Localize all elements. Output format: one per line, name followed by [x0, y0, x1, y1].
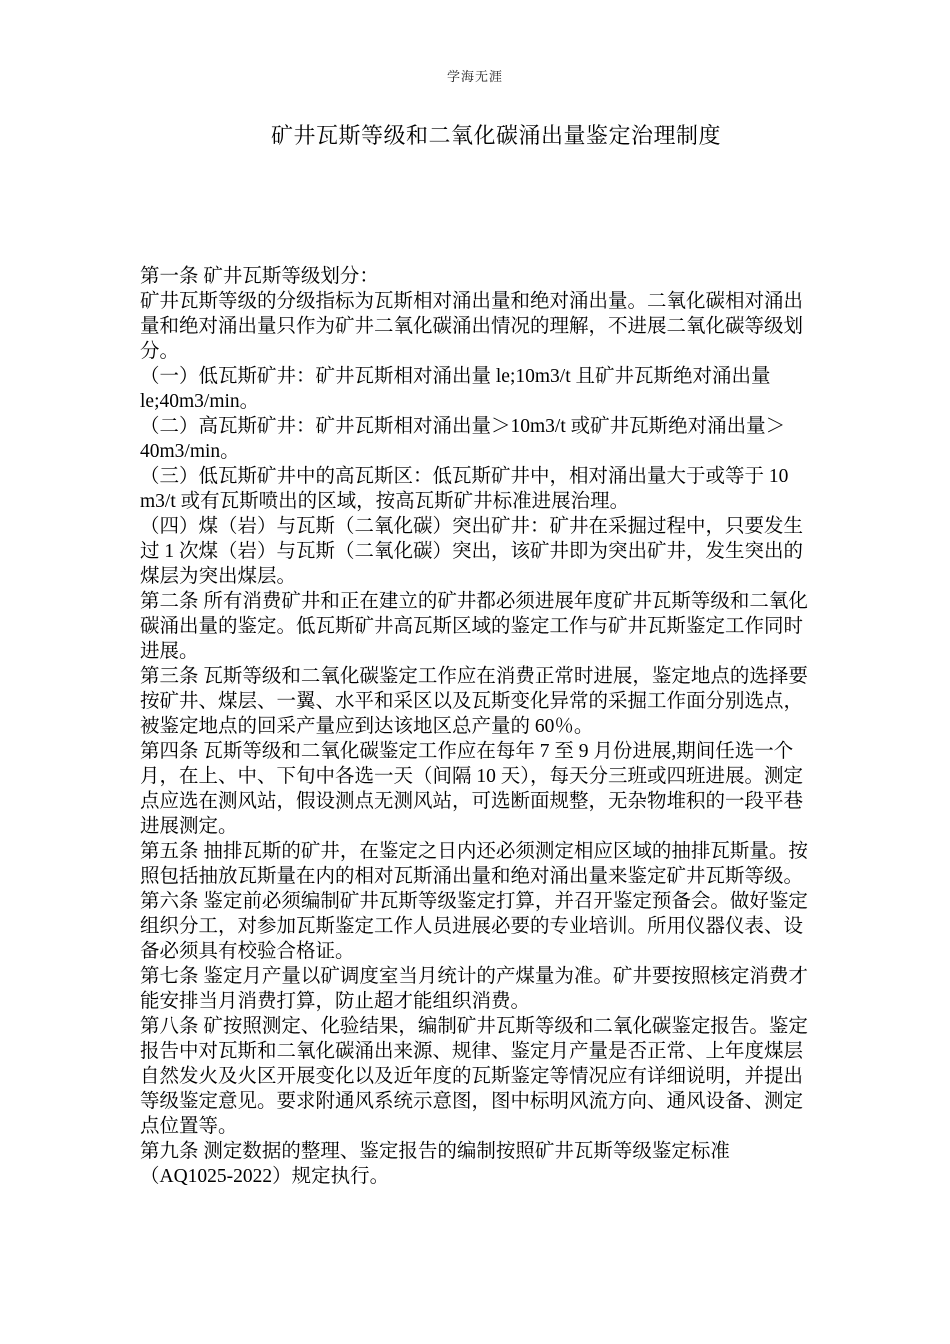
paragraph: 第六条 鉴定前必须编制矿井瓦斯等级鉴定打算，并召开鉴定预备会。做好鉴定组织分工，对参加瓦斯鉴定工作人员进展必要的专业培训。所用仪器仪表、设备必须具有校验合格证。	[140, 891, 808, 962]
document-body	[140, 264, 808, 1189]
paragraph: 第八条 矿按照测定、化验结果，编制矿井瓦斯等级和二氧化碳鉴定报告。鉴定报告中对瓦斯和二氧化碳涌出来源、规律、鉴定月产量是否正常、上年度煤层自然发火及火区开展变化以及近年度的瓦斯鉴定等情况应有详细说明，并提出等级鉴定意见。要求附通风系统示意图，图中标明风流方向、通风设备、测定点位置等。	[140, 1016, 808, 1137]
paragraph: 第二条 所有消费矿井和正在建立的矿井都必须进展年度矿井瓦斯等级和二氧化碳涌出量的鉴定。低瓦斯矿井高瓦斯区域的鉴定工作与矿井瓦斯鉴定工作同时进展。	[140, 591, 808, 662]
paragraph: 第一条 矿井瓦斯等级划分：	[140, 266, 379, 287]
paragraph: （二）高瓦斯矿井：矿井瓦斯相对涌出量＞10m3/t 或矿井瓦斯绝对涌出量＞40m3/min。	[140, 416, 786, 462]
paragraph: 第三条 瓦斯等级和二氧化碳鉴定工作应在消费正常时进展，鉴定地点的选择要按矿井、煤层、一翼、水平和采区以及瓦斯变化异常的采掘工作面分别选点，被鉴定地点的回采产量应到达该地区总产量的 60％。	[140, 666, 808, 737]
document-title: 矿井瓦斯等级和二氧化碳涌出量鉴定治理制度	[270, 123, 721, 148]
paragraph: （四）煤（岩）与瓦斯（二氧化碳）突出矿井：矿井在采掘过程中，只要发生过 1 次煤（岩）与瓦斯（二氧化碳）突出，该矿井即为突出矿井，发生突出的煤层为突出煤层。	[140, 516, 804, 587]
paragraph: 第五条 抽排瓦斯的矿井，在鉴定之日内还必须测定相应区域的抽排瓦斯量。按照包括抽放瓦斯量在内的相对瓦斯涌出量和绝对涌出量来鉴定矿井瓦斯等级。	[140, 841, 808, 887]
paragraph: 第四条 瓦斯等级和二氧化碳鉴定工作应在每年 7 至 9 月份进展,期间任选一个月，在上、中、下旬中各选一天（间隔 10 天），每天分三班或四班进展。测定点应选在测风站，假设测点无测风站，可选断面规整，无杂物堆积的一段平巷进展测定。	[140, 741, 804, 837]
paragraph: 矿井瓦斯等级的分级指标为瓦斯相对涌出量和绝对涌出量。二氧化碳相对涌出量和绝对涌出量只作为矿井二氧化碳涌出情况的理解，不进展二氧化碳等级划分。	[140, 291, 804, 362]
paragraph: （一）低瓦斯矿井：矿井瓦斯相对涌出量 le;10m3/t 且矿井瓦斯绝对涌出量 le;40m3/min。	[140, 366, 771, 412]
paragraph: 第七条 鉴定月产量以矿调度室当月统计的产煤量为准。矿井要按照核定消费才能安排当月消费打算，防止超才能组织消费。	[140, 966, 808, 1012]
header-note: 学海无涯	[446, 69, 503, 84]
paragraph: 第九条 测定数据的整理、鉴定报告的编制按照矿井瓦斯等级鉴定标准（AQ1025-2022）规定执行。	[140, 1141, 730, 1187]
paragraph: （三）低瓦斯矿井中的高瓦斯区：低瓦斯矿井中，相对涌出量大于或等于 10 m3/t 或有瓦斯喷出的区域，按高瓦斯矿井标准进展治理。	[140, 466, 789, 512]
